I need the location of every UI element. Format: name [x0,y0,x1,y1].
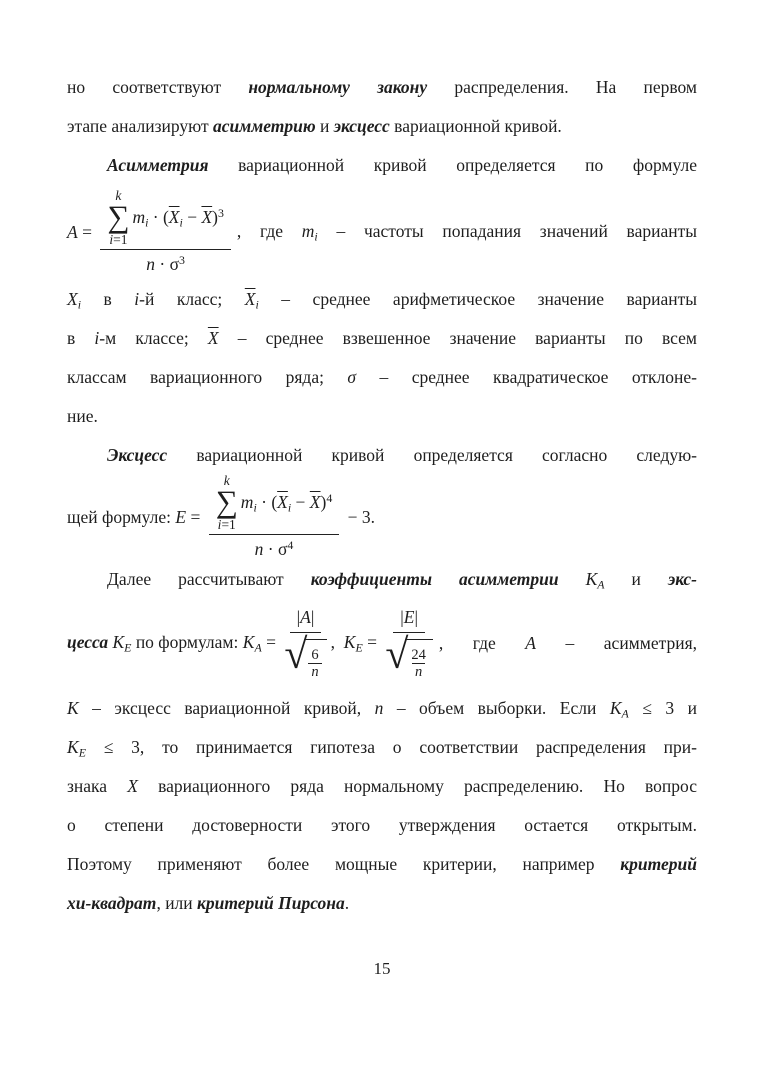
text-run: – среднее квадратическое отклоне- [356,367,697,387]
text-run: m [301,220,315,241]
numerator-expression [241,491,332,515]
text-run: , где [236,220,302,241]
text-run: и [315,116,334,136]
text-run: этапе анализируют [67,116,213,136]
text-run: – частоты попадания значений варианты [317,220,698,241]
text-run: щей формуле: [67,506,176,527]
text-run: =1 [221,516,236,532]
text-run: i [287,499,292,514]
text-run: i [253,499,257,514]
text-run: K [609,698,622,718]
text-line [67,806,697,845]
text-run: X [127,776,138,796]
formula-explanation [439,633,697,655]
text-line [67,319,697,358]
text-run: m [132,206,146,227]
formula-kurtosis [67,472,697,560]
denominator-expression [146,250,185,276]
text-line [67,560,697,599]
numerator-expression [132,206,223,230]
text-run: , или [156,893,198,913]
text-run: A [525,633,536,654]
sum-lower-limit [109,231,127,247]
text-run: распределения. На первом [427,77,697,97]
text-run: A [254,640,262,655]
text-run: экс- [667,569,697,589]
text-run: − [291,491,310,512]
text-line [67,689,697,728]
text-run: ≤ 3, то принимается гипотеза о соответствии распределения при- [85,737,697,757]
text-run: вариационной кривой определяется по формуле [208,155,697,175]
text-run: · σ [263,539,288,560]
text-run: 3 [217,205,224,220]
text-run: вариационной кривой. [389,116,562,136]
text-run: -м классе; [99,328,208,348]
formula-separator [331,632,382,655]
text-run: $\overline{X}$ [309,491,321,512]
text-run: ) [212,206,218,227]
text-run: i [179,214,183,229]
text-run: – объем выборки. Если [383,698,610,718]
text-run: A [597,577,605,592]
text-run: i [314,229,318,244]
formula-lhs [67,632,280,655]
abs-numerator [393,607,425,633]
text-run: коэффициенты асимметрии [310,569,559,589]
text-run: σ [347,367,357,387]
text-line [67,397,697,436]
text-run: . [344,893,350,913]
text-run: · ( [148,206,169,227]
text-run: нормальному закону [248,77,428,97]
text-run: i [145,214,149,229]
text-run: K [585,569,598,589]
text-run: Поэтому применяют более мощные критерии, например [67,854,621,874]
fraction-ka [284,607,326,680]
text-run: K [67,698,79,718]
square-root [284,632,326,681]
text-run: – среднее арифметическое значение варианты [258,289,697,309]
sum-upper-limit: k [115,187,122,203]
text-run: критерий [620,854,697,874]
text-run: i [255,297,259,312]
fraction [100,189,231,276]
text-run: 4 [326,490,333,505]
text-run: i [217,516,222,532]
text-run: X [67,289,78,309]
text-run: 3 [179,253,185,268]
text-run: ние. [67,406,98,426]
text-run: K [112,632,125,653]
radicand-numerator: 6 [311,647,319,664]
text-run: , [330,632,344,653]
text-run: $\overline{X}$ [277,491,288,512]
text-run: | [296,607,301,628]
text-run: хи-квадрат [67,893,157,913]
text-run: K [343,632,356,653]
text-run: = [186,506,205,527]
formula-coefficients [67,599,697,689]
formula-lhs [67,222,96,244]
text-run: = [261,632,281,653]
text-run: $\overline{X}$ [168,206,180,227]
text-run: n [146,254,156,275]
text-run: n [254,539,264,560]
radicand-denominator: n [412,663,425,680]
text-run: K [67,737,79,757]
text-line [67,728,697,767]
text-run: – среднее взвешенное значение варианты по всем [218,328,697,348]
text-run [559,569,586,589]
text-run: E [175,506,187,527]
text-run: − 3. [343,506,376,527]
text-run: – эксцесс вариационной кривой, [78,698,375,718]
fraction-ke [385,607,433,680]
text-run: классам вариационного ряда; [67,367,348,387]
text-run: E [355,640,363,655]
text-run: в [67,328,95,348]
text-line [67,884,697,923]
text-run: но соответствуют [67,77,249,97]
text-run: вариационной кривой определяется согласно следую- [167,445,697,465]
text-run: A [300,607,311,628]
square-root [385,632,433,681]
summation-symbol [107,189,129,246]
formula-constant [343,507,375,529]
text-run: эксцесс [333,116,390,136]
text-run: критерий Пирсона [197,893,345,913]
text-run: A [621,706,629,721]
page-content [67,68,697,988]
text-run: ≤ 3 и [628,698,697,718]
text-run: по формулам: [131,632,243,653]
text-run: | [310,607,315,628]
text-run: и [604,569,668,589]
formula-explanation [237,221,697,244]
text-run: асимметрию [212,116,316,136]
text-run: знака [67,776,128,796]
sum-lower-limit [218,516,236,532]
denominator-expression [255,535,294,561]
text-line [67,68,697,107]
text-run: , где [438,633,526,654]
text-line [67,280,697,319]
text-run: · ( [256,491,278,512]
text-line [67,146,697,185]
text-run: − [182,206,202,227]
sigma-icon: ∑ [107,199,130,235]
text-run: m [240,491,254,512]
text-line [67,436,697,475]
radicand-numerator: 24 [411,647,426,664]
formula-asymmetry [67,185,697,280]
text-run: Асимметрия [107,155,209,175]
text-run: i [77,297,82,312]
sigma-icon: ∑ [215,484,238,520]
text-run: о степени достоверности этого утверждения остается открытым. [67,815,697,835]
text-run: n [374,698,384,718]
text-line [67,845,697,884]
text-run: = [77,221,97,242]
text-run: Эксцесс [107,445,168,465]
text-run: | [400,607,404,628]
radical-icon: √ [284,632,308,679]
radical-icon: √ [385,632,409,679]
text-run: – асимметрия, [536,633,697,654]
text-run: E [124,640,132,655]
text-run: в [81,289,135,309]
text-run: = [362,632,382,653]
text-run: -й класс; [139,289,245,309]
text-run: $\overline{X}$ [244,289,256,309]
text-run: =1 [113,231,128,247]
abs-numerator [290,607,322,633]
text-run: | [414,607,418,628]
text-run: цесса [67,632,113,653]
text-line [67,107,697,146]
text-run: · σ [155,254,180,275]
text-run: i [109,231,114,247]
text-run: $\overline{X}$ [207,328,219,348]
text-run: E [403,607,415,628]
text-run: i [94,328,100,348]
text-run: K [242,632,255,653]
fraction [209,474,340,561]
text-run: 4 [287,538,294,553]
text-line [67,358,697,397]
text-run: A [67,221,78,242]
page-number: 15 [373,959,391,978]
text-line [67,767,697,806]
text-run: i [134,289,140,309]
text-run: ) [320,491,327,512]
radicand-denominator: n [308,663,321,680]
text-run: E [78,745,86,760]
text-run: вариационного ряда нормальному распределению. Но вопрос [137,776,697,796]
text-run: Далее рассчитывают [107,569,311,589]
summation-symbol [216,474,238,531]
sum-upper-limit: k [223,472,230,488]
formula-lhs [67,507,205,529]
text-run: $\overline{X}$ [201,206,213,227]
